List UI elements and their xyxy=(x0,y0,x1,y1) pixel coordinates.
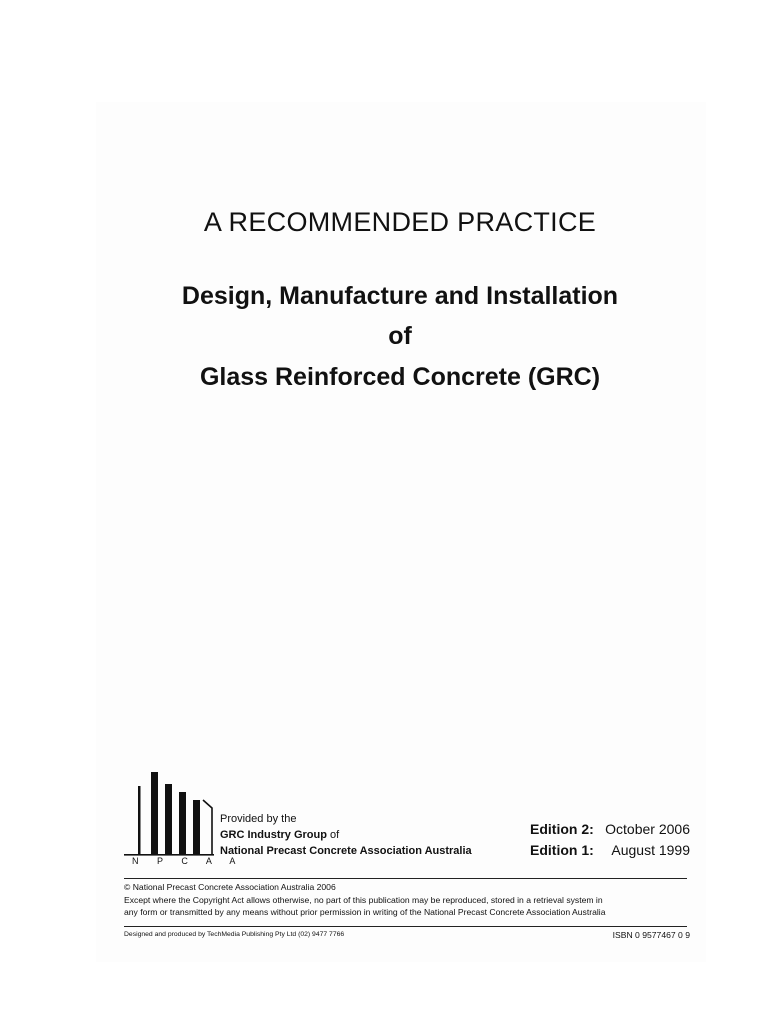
divider xyxy=(124,878,687,879)
copyright-line: any form or transmitted by any means without prior permission in writing of the National Precast Concrete Association Australia xyxy=(124,907,606,917)
provider-block xyxy=(220,811,472,859)
document-title-line-3: Glass Reinforced Concrete (GRC) xyxy=(199,363,601,391)
edition-date: October 2006 xyxy=(605,821,690,837)
producer-credit: Designed and produced by TechMedia Publishing Pty Ltd (02) 9477 7766 xyxy=(124,931,345,938)
edition-date: August 1999 xyxy=(611,842,690,858)
copyright-line: Except where the Copyright Act allows otherwise, no part of this publication may be reproduced, stored in a retrieval system in xyxy=(124,894,603,905)
provided-by-text: Provided by the xyxy=(220,813,297,825)
edition-label: Edition 1: xyxy=(530,842,594,858)
copyright-notice xyxy=(124,881,694,919)
logo-caption: N P C A A xyxy=(132,856,244,866)
document-title-line-1: Design, Manufacture and Installation xyxy=(181,282,619,310)
copyright-line: © National Precast Concrete Association Australia 2006 xyxy=(124,882,336,892)
document-overline: A RECOMMENDED PRACTICE xyxy=(203,207,597,237)
npcaa-logo xyxy=(124,770,244,870)
isbn: ISBN 0 9577467 0 9 xyxy=(612,930,690,940)
provider-association: National Precast Concrete Association Australia xyxy=(220,845,472,857)
provider-connector: of xyxy=(326,829,340,841)
edition-label: Edition 2: xyxy=(530,821,594,837)
grc-industry-group: GRC Industry Group xyxy=(220,829,327,841)
divider xyxy=(124,926,687,927)
document-title-line-2: of xyxy=(388,322,412,350)
provider-group-line xyxy=(220,827,472,843)
